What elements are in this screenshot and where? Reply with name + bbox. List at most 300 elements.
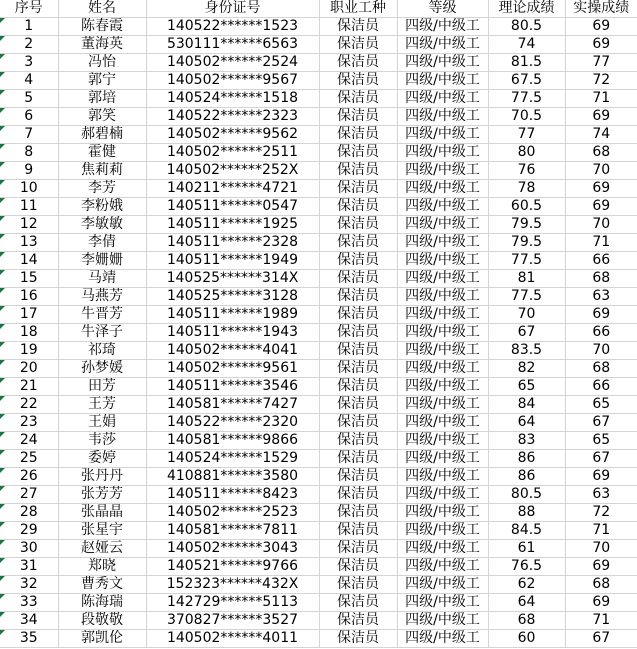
- cell-name[interactable]: [58, 126, 146, 144]
- cell-theory[interactable]: [488, 72, 565, 90]
- cell-level[interactable]: [397, 180, 488, 198]
- cell-theory[interactable]: [488, 576, 565, 594]
- cell-level[interactable]: [397, 162, 488, 180]
- cell-job[interactable]: [319, 72, 397, 90]
- cell-no[interactable]: [0, 414, 58, 432]
- cell-practical[interactable]: [565, 576, 637, 594]
- cell-id[interactable]: [146, 612, 319, 630]
- cell-id[interactable]: [146, 144, 319, 162]
- cell-id[interactable]: [146, 108, 319, 126]
- cell-id[interactable]: [146, 504, 319, 522]
- cell-practical[interactable]: [565, 522, 637, 540]
- cell-level[interactable]: [397, 54, 488, 72]
- cell-id[interactable]: [146, 234, 319, 252]
- cell-practical[interactable]: [565, 324, 637, 342]
- id-value: 140511******1949: [166, 252, 299, 268]
- cell-no[interactable]: [0, 108, 58, 126]
- id-value: 152323******432X: [166, 576, 299, 592]
- cell-theory[interactable]: [488, 450, 565, 468]
- theory-value: 76: [517, 162, 536, 178]
- cell-name[interactable]: [58, 90, 146, 108]
- theory-value: 81.5: [510, 54, 543, 70]
- cell-level[interactable]: [397, 306, 488, 324]
- cell-name[interactable]: [58, 36, 146, 54]
- cell-id[interactable]: [146, 18, 319, 36]
- cell-level[interactable]: [397, 522, 488, 540]
- cell-theory[interactable]: [488, 378, 565, 396]
- cell-level[interactable]: [397, 342, 488, 360]
- id-value: 140502******2511: [166, 144, 299, 160]
- cell-theory[interactable]: [488, 270, 565, 288]
- practical-value: 68: [592, 360, 611, 376]
- cell-theory[interactable]: [488, 162, 565, 180]
- cell-practical[interactable]: [565, 630, 637, 648]
- cell-theory[interactable]: [488, 486, 565, 504]
- cell-id[interactable]: [146, 126, 319, 144]
- id-value: 140522******2323: [166, 108, 299, 124]
- cell-name[interactable]: [58, 360, 146, 378]
- cell-level[interactable]: [397, 216, 488, 234]
- cell-id[interactable]: [146, 180, 319, 198]
- cell-practical[interactable]: [565, 180, 637, 198]
- cell-job[interactable]: [319, 18, 397, 36]
- cell-no[interactable]: [0, 342, 58, 360]
- cell-level[interactable]: [397, 324, 488, 342]
- name-value: 郭笑: [88, 108, 116, 124]
- cell-id[interactable]: [146, 90, 319, 108]
- cell-id[interactable]: [146, 360, 319, 378]
- cell-practical[interactable]: [565, 342, 637, 360]
- name-value: 陈春霞: [81, 18, 123, 34]
- cell-no[interactable]: [0, 216, 58, 234]
- cell-practical[interactable]: [565, 540, 637, 558]
- cell-level[interactable]: [397, 288, 488, 306]
- cell-job[interactable]: [319, 198, 397, 216]
- cell-job[interactable]: [319, 414, 397, 432]
- job-value: 保洁员: [337, 324, 379, 340]
- cell-theory[interactable]: [488, 396, 565, 414]
- cell-id[interactable]: [146, 270, 319, 288]
- cell-theory[interactable]: [488, 540, 565, 558]
- cell-id[interactable]: [146, 306, 319, 324]
- cell-no[interactable]: [0, 252, 58, 270]
- cell-no[interactable]: [0, 162, 58, 180]
- header-cell-theory[interactable]: 理论成绩: [488, 0, 565, 18]
- practical-value: 65: [592, 432, 611, 448]
- cell-job[interactable]: [319, 288, 397, 306]
- cell-practical[interactable]: [565, 360, 637, 378]
- cell-id[interactable]: [146, 522, 319, 540]
- cell-level[interactable]: [397, 90, 488, 108]
- cell-level[interactable]: [397, 594, 488, 612]
- cell-level[interactable]: [397, 252, 488, 270]
- cell-name[interactable]: [58, 162, 146, 180]
- cell-no[interactable]: [0, 630, 58, 648]
- cell-level[interactable]: [397, 378, 488, 396]
- cell-practical[interactable]: [565, 234, 637, 252]
- cell-name[interactable]: [58, 450, 146, 468]
- cell-level[interactable]: [397, 450, 488, 468]
- cell-theory[interactable]: [488, 234, 565, 252]
- number-stored-as-text-marker-icon: [0, 90, 5, 95]
- cell-name[interactable]: [58, 540, 146, 558]
- cell-practical[interactable]: [565, 288, 637, 306]
- cell-name[interactable]: [58, 180, 146, 198]
- cell-theory[interactable]: [488, 36, 565, 54]
- cell-practical[interactable]: [565, 504, 637, 522]
- no-value: 23: [19, 414, 38, 430]
- level-value: 四级/中级工: [405, 144, 480, 160]
- cell-id[interactable]: [146, 432, 319, 450]
- cell-name[interactable]: [58, 216, 146, 234]
- cell-no[interactable]: [0, 270, 58, 288]
- cell-theory[interactable]: [488, 324, 565, 342]
- job-value: 保洁员: [337, 414, 379, 430]
- cell-job[interactable]: [319, 468, 397, 486]
- cell-job[interactable]: [319, 36, 397, 54]
- cell-practical[interactable]: [565, 414, 637, 432]
- no-value: 28: [19, 504, 38, 520]
- cell-practical[interactable]: [565, 72, 637, 90]
- cell-job[interactable]: [319, 342, 397, 360]
- cell-name[interactable]: [58, 486, 146, 504]
- cell-id[interactable]: [146, 252, 319, 270]
- cell-level[interactable]: [397, 396, 488, 414]
- cell-practical[interactable]: [565, 54, 637, 72]
- cell-no[interactable]: [0, 72, 58, 90]
- cell-name[interactable]: [58, 234, 146, 252]
- cell-name[interactable]: [58, 576, 146, 594]
- job-value: 保洁员: [337, 18, 379, 34]
- cell-id[interactable]: [146, 468, 319, 486]
- name-value: 郑晓: [88, 558, 116, 574]
- cell-id[interactable]: [146, 594, 319, 612]
- cell-job[interactable]: [319, 594, 397, 612]
- cell-level[interactable]: [397, 72, 488, 90]
- cell-job[interactable]: [319, 504, 397, 522]
- cell-practical[interactable]: [565, 432, 637, 450]
- cell-theory[interactable]: [488, 252, 565, 270]
- cell-job[interactable]: [319, 486, 397, 504]
- level-value: 四级/中级工: [405, 486, 480, 502]
- cell-job[interactable]: [319, 252, 397, 270]
- cell-practical[interactable]: [565, 486, 637, 504]
- cell-no[interactable]: [0, 522, 58, 540]
- cell-job[interactable]: [319, 180, 397, 198]
- cell-id[interactable]: [146, 36, 319, 54]
- cell-name[interactable]: [58, 414, 146, 432]
- cell-level[interactable]: [397, 486, 488, 504]
- cell-job[interactable]: [319, 522, 397, 540]
- cell-id[interactable]: [146, 396, 319, 414]
- cell-theory[interactable]: [488, 630, 565, 648]
- cell-level[interactable]: [397, 576, 488, 594]
- cell-job[interactable]: [319, 396, 397, 414]
- table-row: [0, 36, 637, 54]
- cell-theory[interactable]: [488, 288, 565, 306]
- cell-no[interactable]: [0, 324, 58, 342]
- cell-no[interactable]: [0, 432, 58, 450]
- cell-id[interactable]: [146, 198, 319, 216]
- cell-no[interactable]: [0, 612, 58, 630]
- cell-name[interactable]: [58, 342, 146, 360]
- cell-theory[interactable]: [488, 504, 565, 522]
- cell-id[interactable]: [146, 162, 319, 180]
- cell-no[interactable]: [0, 558, 58, 576]
- cell-id[interactable]: [146, 558, 319, 576]
- cell-name[interactable]: [58, 288, 146, 306]
- cell-no[interactable]: [0, 504, 58, 522]
- cell-name[interactable]: [58, 378, 146, 396]
- cell-id[interactable]: [146, 216, 319, 234]
- cell-no[interactable]: [0, 90, 58, 108]
- cell-id[interactable]: [146, 414, 319, 432]
- cell-id[interactable]: [146, 342, 319, 360]
- name-value: 孙梦媛: [81, 360, 123, 376]
- no-value: 21: [19, 378, 38, 394]
- cell-no[interactable]: [0, 126, 58, 144]
- cell-name[interactable]: [58, 72, 146, 90]
- cell-level[interactable]: [397, 126, 488, 144]
- cell-practical[interactable]: [565, 558, 637, 576]
- cell-id[interactable]: [146, 72, 319, 90]
- cell-job[interactable]: [319, 630, 397, 648]
- header-cell-practical[interactable]: 实操成绩: [565, 0, 637, 18]
- cell-name[interactable]: [58, 558, 146, 576]
- no-value: 30: [19, 540, 38, 556]
- cell-level[interactable]: [397, 198, 488, 216]
- job-value: 保洁员: [337, 504, 379, 520]
- number-stored-as-text-marker-icon: [0, 126, 5, 131]
- cell-no[interactable]: [0, 180, 58, 198]
- cell-job[interactable]: [319, 54, 397, 72]
- cell-theory[interactable]: [488, 126, 565, 144]
- header-cell-job[interactable]: 职业工种: [319, 0, 397, 18]
- cell-no[interactable]: [0, 450, 58, 468]
- cell-name[interactable]: [58, 612, 146, 630]
- cell-no[interactable]: [0, 360, 58, 378]
- cell-theory[interactable]: [488, 558, 565, 576]
- cell-name[interactable]: [58, 198, 146, 216]
- cell-theory[interactable]: [488, 432, 565, 450]
- cell-id[interactable]: [146, 54, 319, 72]
- cell-job[interactable]: [319, 612, 397, 630]
- cell-practical[interactable]: [565, 270, 637, 288]
- cell-name[interactable]: [58, 468, 146, 486]
- cell-practical[interactable]: [565, 594, 637, 612]
- table-row: [0, 576, 637, 594]
- cell-practical[interactable]: [565, 216, 637, 234]
- cell-theory[interactable]: [488, 216, 565, 234]
- cell-practical[interactable]: [565, 36, 637, 54]
- cell-theory[interactable]: [488, 54, 565, 72]
- cell-level[interactable]: [397, 504, 488, 522]
- cell-no[interactable]: [0, 36, 58, 54]
- id-value: 140502******2523: [166, 504, 299, 520]
- practical-value: 74: [592, 126, 611, 142]
- cell-practical[interactable]: [565, 18, 637, 36]
- cell-job[interactable]: [319, 558, 397, 576]
- cell-no[interactable]: [0, 486, 58, 504]
- no-value: 7: [24, 126, 34, 142]
- cell-level[interactable]: [397, 270, 488, 288]
- cell-job[interactable]: [319, 144, 397, 162]
- cell-id[interactable]: [146, 576, 319, 594]
- cell-theory[interactable]: [488, 180, 565, 198]
- table-row: [0, 162, 637, 180]
- cell-level[interactable]: [397, 36, 488, 54]
- name-value: 郭凯伦: [81, 630, 123, 646]
- cell-job[interactable]: [319, 90, 397, 108]
- cell-name[interactable]: [58, 432, 146, 450]
- cell-no[interactable]: [0, 378, 58, 396]
- cell-job[interactable]: [319, 450, 397, 468]
- id-value: 140502******9562: [166, 126, 299, 142]
- cell-no[interactable]: [0, 396, 58, 414]
- cell-theory[interactable]: [488, 612, 565, 630]
- cell-id[interactable]: [146, 486, 319, 504]
- cell-id[interactable]: [146, 540, 319, 558]
- cell-practical[interactable]: [565, 378, 637, 396]
- cell-no[interactable]: [0, 468, 58, 486]
- cell-level[interactable]: [397, 108, 488, 126]
- cell-job[interactable]: [319, 108, 397, 126]
- cell-job[interactable]: [319, 324, 397, 342]
- cell-name[interactable]: [58, 270, 146, 288]
- cell-theory[interactable]: [488, 144, 565, 162]
- cell-theory[interactable]: [488, 90, 565, 108]
- id-value: 140211******4721: [166, 180, 299, 196]
- cell-practical[interactable]: [565, 90, 637, 108]
- cell-level[interactable]: [397, 612, 488, 630]
- cell-practical[interactable]: [565, 252, 637, 270]
- cell-theory[interactable]: [488, 198, 565, 216]
- theory-value: 62: [517, 576, 536, 592]
- cell-name[interactable]: [58, 144, 146, 162]
- cell-id[interactable]: [146, 324, 319, 342]
- cell-job[interactable]: [319, 432, 397, 450]
- cell-job[interactable]: [319, 576, 397, 594]
- cell-level[interactable]: [397, 558, 488, 576]
- no-value: 27: [19, 486, 38, 502]
- cell-no[interactable]: [0, 234, 58, 252]
- cell-no[interactable]: [0, 18, 58, 36]
- cell-name[interactable]: [58, 108, 146, 126]
- cell-no[interactable]: [0, 144, 58, 162]
- cell-job[interactable]: [319, 306, 397, 324]
- cell-level[interactable]: [397, 144, 488, 162]
- cell-theory[interactable]: [488, 414, 565, 432]
- cell-level[interactable]: [397, 414, 488, 432]
- cell-theory[interactable]: [488, 342, 565, 360]
- cell-theory[interactable]: [488, 522, 565, 540]
- cell-name[interactable]: [58, 252, 146, 270]
- cell-job[interactable]: [319, 360, 397, 378]
- level-value: 四级/中级工: [405, 468, 480, 484]
- header-cell-id[interactable]: 身份证号: [146, 0, 319, 18]
- cell-name[interactable]: [58, 504, 146, 522]
- no-value: 11: [19, 198, 38, 214]
- cell-theory[interactable]: [488, 468, 565, 486]
- cell-practical[interactable]: [565, 162, 637, 180]
- cell-id[interactable]: [146, 630, 319, 648]
- cell-practical[interactable]: [565, 396, 637, 414]
- cell-name[interactable]: [58, 324, 146, 342]
- cell-practical[interactable]: [565, 450, 637, 468]
- cell-level[interactable]: [397, 540, 488, 558]
- number-stored-as-text-marker-icon: [0, 468, 5, 473]
- cell-practical[interactable]: [565, 198, 637, 216]
- number-stored-as-text-marker-icon: [0, 576, 5, 581]
- job-value: 保洁员: [337, 144, 379, 160]
- cell-practical[interactable]: [565, 468, 637, 486]
- cell-no[interactable]: [0, 198, 58, 216]
- cell-id[interactable]: [146, 450, 319, 468]
- cell-no[interactable]: [0, 594, 58, 612]
- cell-no[interactable]: [0, 54, 58, 72]
- name-value: 马靖: [88, 270, 116, 286]
- cell-name[interactable]: [58, 18, 146, 36]
- cell-name[interactable]: [58, 630, 146, 648]
- header-cell-level[interactable]: 等级: [397, 0, 488, 18]
- cell-id[interactable]: [146, 288, 319, 306]
- cell-level[interactable]: [397, 234, 488, 252]
- cell-practical[interactable]: [565, 108, 637, 126]
- cell-id[interactable]: [146, 378, 319, 396]
- cell-level[interactable]: [397, 630, 488, 648]
- cell-theory[interactable]: [488, 108, 565, 126]
- cell-level[interactable]: [397, 468, 488, 486]
- cell-theory[interactable]: [488, 360, 565, 378]
- level-value: 四级/中级工: [405, 18, 480, 34]
- practical-value: 77: [592, 54, 611, 70]
- cell-practical[interactable]: [565, 612, 637, 630]
- cell-no[interactable]: [0, 540, 58, 558]
- cell-practical[interactable]: [565, 144, 637, 162]
- cell-job[interactable]: [319, 216, 397, 234]
- cell-no[interactable]: [0, 576, 58, 594]
- cell-no[interactable]: [0, 306, 58, 324]
- cell-level[interactable]: [397, 18, 488, 36]
- cell-theory[interactable]: [488, 306, 565, 324]
- cell-job[interactable]: [319, 270, 397, 288]
- cell-no[interactable]: [0, 288, 58, 306]
- level-value: 四级/中级工: [405, 252, 480, 268]
- cell-job[interactable]: [319, 126, 397, 144]
- header-cell-name[interactable]: 姓名: [58, 0, 146, 18]
- cell-level[interactable]: [397, 360, 488, 378]
- cell-job[interactable]: [319, 162, 397, 180]
- cell-name[interactable]: [58, 594, 146, 612]
- practical-value: 69: [592, 108, 611, 124]
- cell-name[interactable]: [58, 306, 146, 324]
- table-row: [0, 414, 637, 432]
- cell-level[interactable]: [397, 432, 488, 450]
- no-value: 26: [19, 468, 38, 484]
- cell-practical[interactable]: [565, 126, 637, 144]
- cell-theory[interactable]: [488, 18, 565, 36]
- header-cell-no[interactable]: 序号: [0, 0, 58, 18]
- cell-job[interactable]: [319, 234, 397, 252]
- cell-job[interactable]: [319, 378, 397, 396]
- cell-name[interactable]: [58, 396, 146, 414]
- cell-theory[interactable]: [488, 594, 565, 612]
- cell-job[interactable]: [319, 540, 397, 558]
- no-value: 1: [24, 18, 34, 34]
- cell-name[interactable]: [58, 54, 146, 72]
- cell-name[interactable]: [58, 522, 146, 540]
- cell-practical[interactable]: [565, 306, 637, 324]
